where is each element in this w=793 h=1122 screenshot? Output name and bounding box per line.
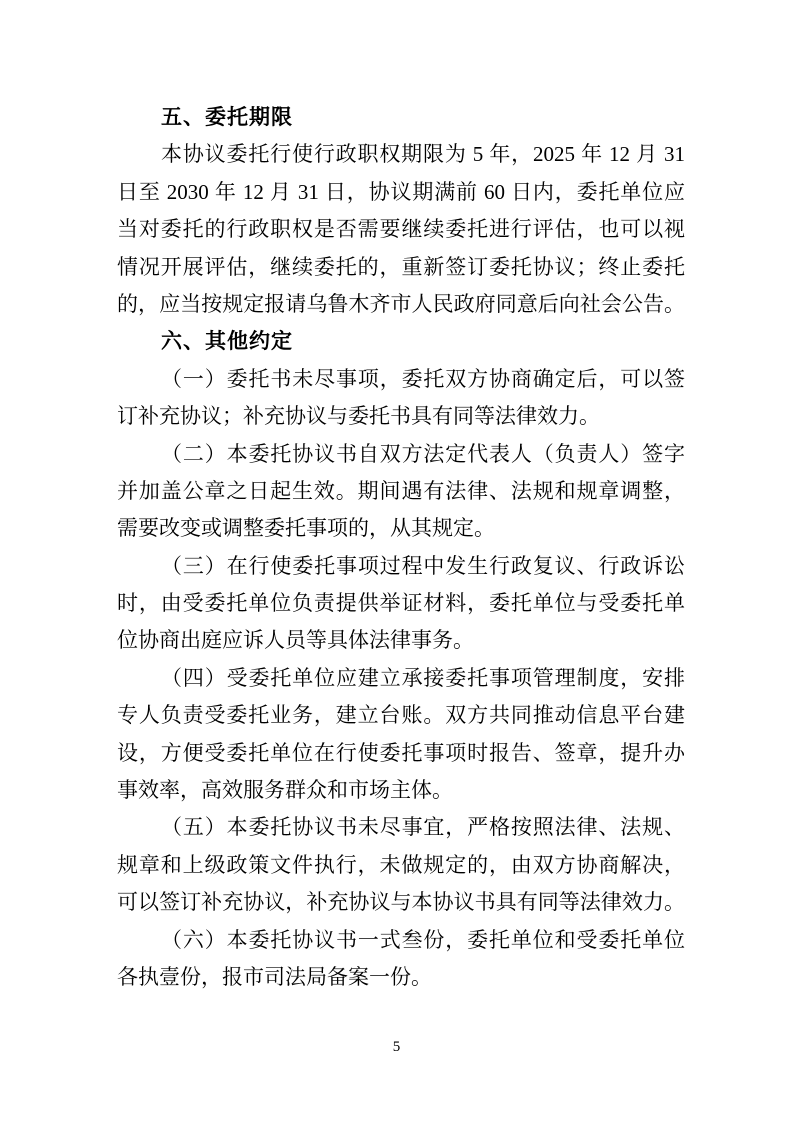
paragraph-line: 并加盖公章之日起生效。期间遇有法律、法规和规章调整，: [117, 478, 685, 503]
paragraph-line: 需要改变或调整委托事项的，从其规定。: [117, 516, 495, 541]
paragraph-line: 各执壹份，报市司法局备案一份。: [117, 964, 432, 989]
paragraph-line: 的，应当按规定报请乌鲁木齐市人民政府同意后向社会公告。: [117, 291, 685, 316]
paragraph-line: 情况开展评估，继续委托的，重新签订委托协议；终止委托: [117, 254, 685, 279]
paragraph-line: 专人负责受委托业务，建立台账。双方共同推动信息平台建: [117, 703, 685, 728]
paragraph-line: （四）受委托单位应建立承接委托事项管理制度，安排: [161, 665, 685, 690]
paragraph-line: 本协议委托行使行政职权期限为 5 年，2025 年 12 月 31: [161, 142, 685, 167]
paragraph-line: 订补充协议；补充协议与委托书具有同等法律效力。: [117, 404, 600, 429]
paragraph-line: （六）本委托协议书一式叁份，委托单位和受委托单位: [161, 927, 685, 952]
paragraph-line: 位协商出庭应诉人员等具体法律事务。: [117, 628, 474, 653]
paragraph-line: 当对委托的行政职权是否需要继续委托进行评估，也可以视: [117, 217, 685, 242]
paragraph-line: （二）本委托协议书自双方法定代表人（负责人）签字: [161, 441, 685, 466]
page-number: 5: [392, 1039, 401, 1055]
section-heading-entrustment-period: 五、委托期限: [161, 106, 293, 129]
document-body: [117, 99, 685, 996]
paragraph-line: 设，方便受委托单位在行使委托事项时报告、签章，提升办: [117, 740, 685, 765]
paragraph-line: 规章和上级政策文件执行，未做规定的，由双方协商解决，: [117, 852, 685, 877]
paragraph-line: 可以签订补充协议，补充协议与本协议书具有同等法律效力。: [117, 890, 685, 915]
section-heading-other-agreements: 六、其他约定: [161, 330, 293, 354]
paragraph-line: （三）在行使委托事项过程中发生行政复议、行政诉讼: [161, 553, 685, 578]
paragraph-line: 时，由受委托单位负责提供举证材料，委托单位与受委托单: [117, 591, 685, 616]
paragraph-line: （一）委托书未尽事项，委托双方协商确定后，可以签: [161, 366, 685, 391]
paragraph-line: 事效率，高效服务群众和市场主体。: [117, 778, 453, 803]
paragraph-line: （五）本委托协议书未尽事宜，严格按照法律、法规、: [161, 815, 685, 840]
paragraph-line: 日至 2030 年 12 月 31 日，协议期满前 60 日内，委托单位应: [117, 179, 685, 204]
